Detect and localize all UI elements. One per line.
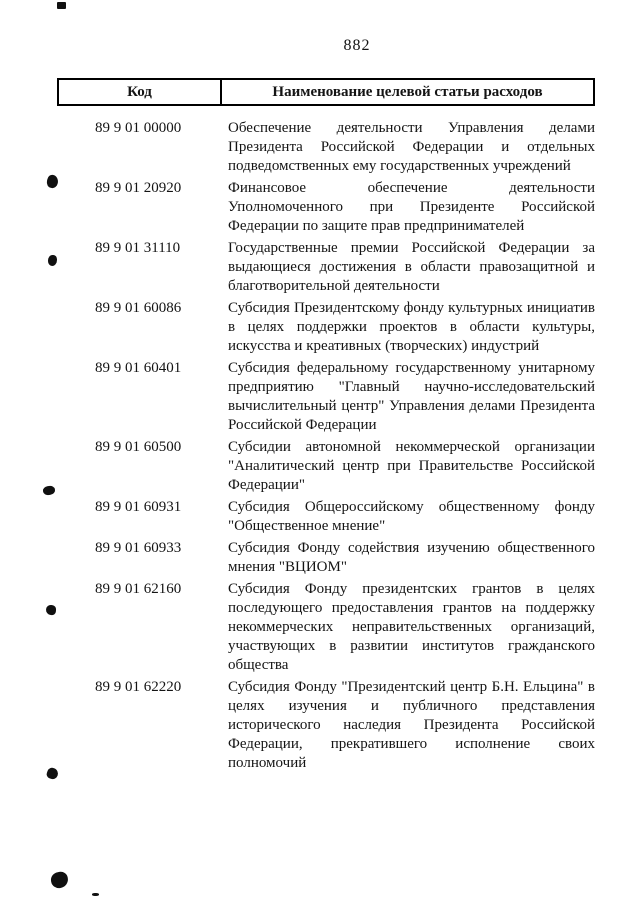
table-row [57, 678, 595, 773]
table-row [57, 119, 595, 176]
table-header-name: Наименование целевой статьи расходов [272, 83, 543, 100]
table-row [57, 179, 595, 236]
table-row [57, 299, 595, 356]
code-cell: 89 9 01 20920 [95, 180, 182, 196]
code-cell: 89 9 01 62220 [95, 679, 182, 695]
table-row [57, 359, 595, 435]
table-row [57, 239, 595, 296]
name-cell: Государственные премии Российской Федерации за выдающиеся достижения в области правозащитной и благотворительной деятельности [228, 240, 595, 294]
code-cell: 89 9 01 00000 [95, 120, 182, 136]
code-cell: 89 9 01 62160 [95, 581, 182, 597]
code-cell: 89 9 01 31110 [95, 240, 181, 256]
table-row [57, 438, 595, 495]
scan-artifact [57, 2, 66, 9]
code-cell: 89 9 01 60933 [95, 540, 182, 556]
name-cell: Финансовое обеспечение деятельности Уполномоченного при Президенте Российской Федерации по защите прав предпринимателей [228, 180, 595, 234]
name-cell: Субсидия Фонду содействия изучению общественного мнения "ВЦИОМ" [228, 540, 595, 575]
table-header-code: Код [59, 80, 222, 104]
scan-artifact [46, 605, 57, 616]
table-row [57, 498, 595, 536]
scan-artifact [50, 871, 70, 890]
scan-artifact [92, 893, 99, 896]
table-body [57, 119, 595, 773]
name-cell: Обеспечение деятельности Управления делами Президента Российской Федерации и отдельных подведомственных ему государственных учреждений [228, 120, 595, 174]
name-cell: Субсидия Фонду "Президентский центр Б.Н. Ельцина" в целях изучения и публичного представления исторического наследия Президента Российской Федерации, прекратившего исполнение своих полномочий [228, 679, 595, 771]
name-cell: Субсидия Фонду президентских грантов в целях последующего предоставления грантов на поддержку некоммерческих неправительственных организаций, участвующих в развитии институтов гражданского общества [228, 581, 595, 673]
name-cell: Субсидия Общероссийскому общественному фонду "Общественное мнение" [228, 499, 595, 534]
code-cell: 89 9 01 60401 [95, 360, 182, 376]
code-cell: 89 9 01 60086 [95, 300, 182, 316]
code-cell: 89 9 01 60500 [95, 439, 182, 455]
scan-artifact [48, 255, 57, 266]
name-cell: Субсидии автономной некоммерческой организации "Аналитический центр при Правительстве Российской Федерации" [228, 439, 595, 493]
code-cell: 89 9 01 60931 [95, 499, 182, 515]
name-cell: Субсидия Президентскому фонду культурных инициатив в целях поддержки проектов в области культуры, искусства и креативных (творческих) индустрий [228, 300, 595, 354]
name-cell: Субсидия федеральному государственному унитарному предприятию "Главный научно-исследовательский вычислительный центр" Управления делами Президента Российской Федерации [228, 360, 595, 433]
expenditure-table [57, 78, 595, 776]
table-row [57, 539, 595, 577]
table-header-row [57, 78, 595, 106]
scan-artifact [42, 485, 55, 496]
table-row [57, 580, 595, 675]
page-number: 882 [343, 37, 371, 54]
